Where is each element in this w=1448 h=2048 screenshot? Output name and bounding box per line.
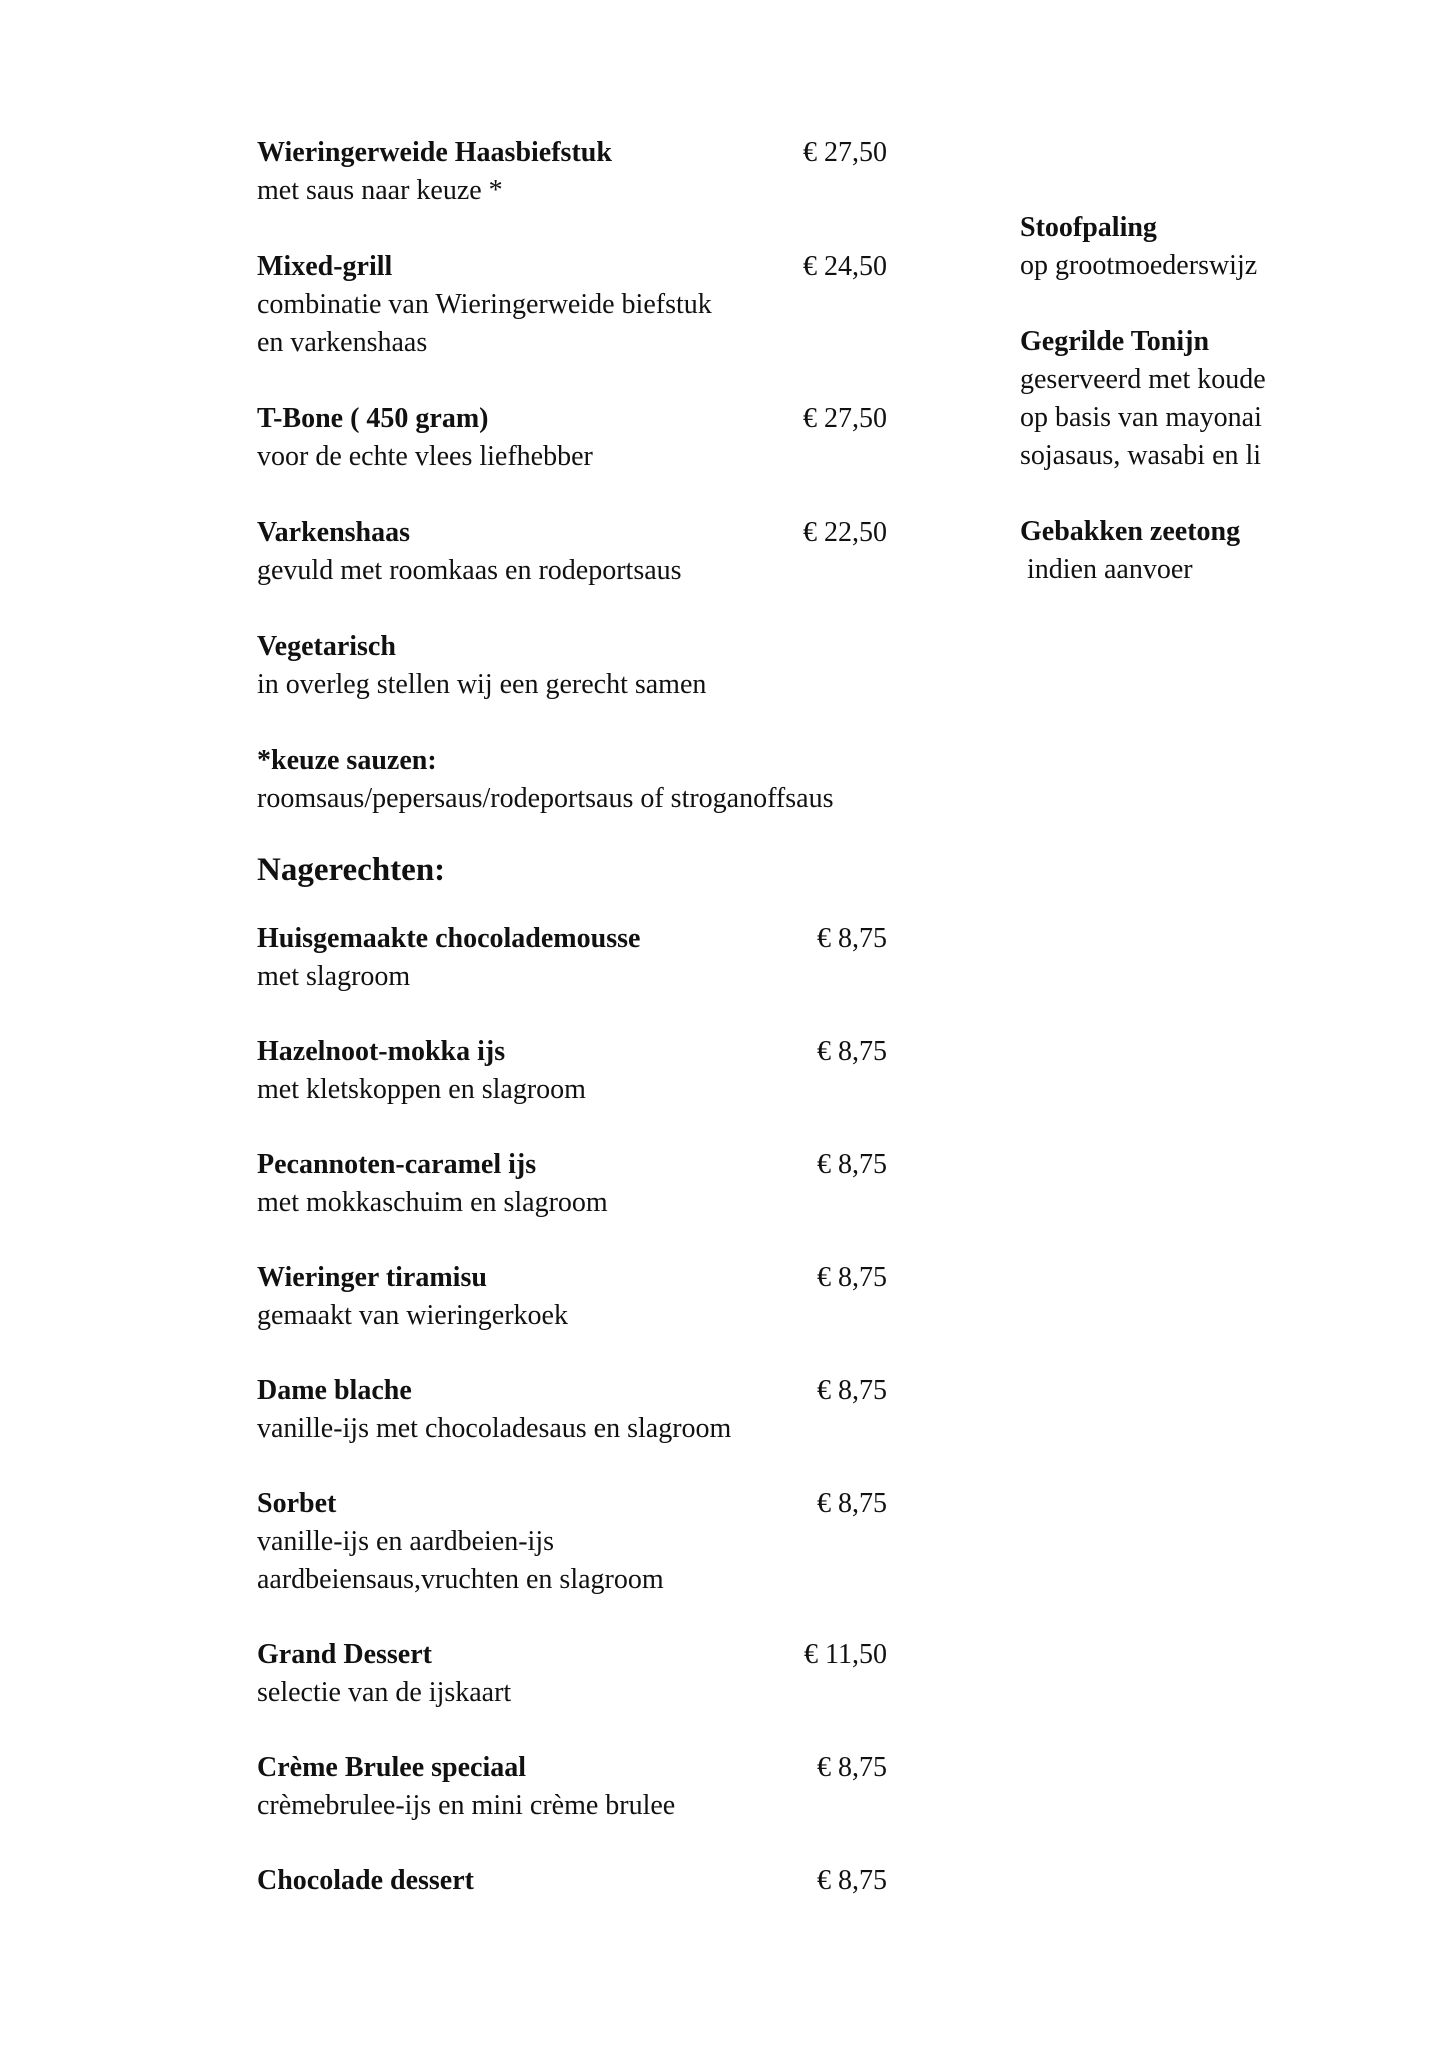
menu-item bbox=[257, 920, 887, 996]
dish-description: geserveerd met koude bbox=[1020, 364, 1266, 395]
dish-description: met kletskoppen en slagroom bbox=[257, 1074, 586, 1105]
dish-description: vanille-ijs met chocoladesaus en slagroom bbox=[257, 1413, 732, 1444]
dish-name: Hazelnoot-mokka ijs bbox=[257, 1036, 506, 1067]
left-column bbox=[257, 134, 887, 1900]
menu-item bbox=[257, 514, 887, 590]
menu-item bbox=[257, 1146, 887, 1222]
dish-description: vanille-ijs en aardbeien-ijs bbox=[257, 1526, 554, 1557]
dish-description: op grootmoederswijz bbox=[1020, 250, 1258, 281]
dish-description: combinatie van Wieringerweide biefstuk bbox=[257, 289, 712, 320]
desserts-heading: Nagerechten: bbox=[257, 852, 446, 888]
menu-item bbox=[257, 400, 887, 476]
dish-name: Gegrilde Tonijn bbox=[1020, 326, 1210, 357]
dish-name: Crème Brulee speciaal bbox=[257, 1752, 527, 1783]
menu-item bbox=[1020, 513, 1272, 589]
dish-price: € 8,75 bbox=[817, 1036, 887, 1067]
dish-name: Sorbet bbox=[257, 1488, 337, 1519]
dish-description: voor de echte vlees liefhebber bbox=[257, 441, 593, 472]
menu-item bbox=[257, 248, 887, 362]
dish-price: € 8,75 bbox=[817, 1488, 887, 1519]
dish-name: Mixed-grill bbox=[257, 251, 393, 282]
dish-description: gevuld met roomkaas en rodeportsaus bbox=[257, 555, 682, 586]
dish-price: € 8,75 bbox=[817, 1375, 887, 1406]
dish-price: € 27,50 bbox=[803, 137, 887, 168]
dish-name: Huisgemaakte chocolademousse bbox=[257, 923, 641, 954]
dish-name: T-Bone ( 450 gram) bbox=[257, 403, 489, 434]
dish-description: en varkenshaas bbox=[257, 327, 428, 358]
dish-price: € 8,75 bbox=[817, 1865, 887, 1896]
menu-item bbox=[1020, 323, 1272, 475]
menu-item bbox=[257, 1862, 887, 1900]
menu-item bbox=[257, 1636, 887, 1712]
menu-item bbox=[257, 1485, 887, 1599]
dish-name: Vegetarisch bbox=[257, 631, 396, 662]
dish-name: Wieringerweide Haasbiefstuk bbox=[257, 137, 612, 168]
menu-item bbox=[257, 1749, 887, 1825]
menu-item bbox=[1020, 209, 1272, 285]
menu-item bbox=[257, 628, 887, 704]
dish-description: met saus naar keuze * bbox=[257, 175, 503, 206]
dish-name: Gebakken zeetong bbox=[1020, 516, 1241, 547]
dish-description: met mokkaschuim en slagroom bbox=[257, 1187, 608, 1218]
dish-price: € 27,50 bbox=[803, 403, 887, 434]
dish-name: Varkenshaas bbox=[257, 517, 411, 548]
dish-name: Wieringer tiramisu bbox=[257, 1262, 487, 1293]
dish-price: € 8,75 bbox=[817, 923, 887, 954]
dish-description: in overleg stellen wij een gerecht samen bbox=[257, 669, 707, 700]
dish-description: aardbeiensaus,vruchten en slagroom bbox=[257, 1564, 664, 1595]
dish-description: gemaakt van wieringerkoek bbox=[257, 1300, 568, 1331]
dish-price: € 8,75 bbox=[817, 1752, 887, 1783]
dish-price: € 11,50 bbox=[804, 1639, 887, 1670]
dish-name: Grand Dessert bbox=[257, 1639, 432, 1670]
dish-description: sojasaus, wasabi en li bbox=[1020, 440, 1262, 471]
sauce-choices bbox=[257, 742, 887, 818]
menu-item bbox=[257, 1033, 887, 1109]
dish-price: € 24,50 bbox=[803, 251, 887, 282]
dish-name: Stoofpaling bbox=[1020, 212, 1157, 243]
dish-name: Dame blache bbox=[257, 1375, 412, 1406]
dish-name: Pecannoten-caramel ijs bbox=[257, 1149, 537, 1180]
dish-description: crèmebrulee-ijs en mini crème brulee bbox=[257, 1790, 676, 1821]
dish-price: € 8,75 bbox=[817, 1149, 887, 1180]
dish-description: op basis van mayonai bbox=[1020, 402, 1262, 433]
dish-description: selectie van de ijskaart bbox=[257, 1677, 512, 1708]
menu-item bbox=[257, 134, 887, 210]
right-column bbox=[1020, 209, 1272, 589]
dish-price: € 22,50 bbox=[803, 517, 887, 548]
sauce-list: roomsaus/pepersaus/rodeportsaus of stroganoffsaus bbox=[257, 783, 834, 814]
dish-name: Chocolade dessert bbox=[257, 1865, 474, 1896]
dish-description: met slagroom bbox=[257, 961, 411, 992]
dish-price: € 8,75 bbox=[817, 1262, 887, 1293]
menu-item bbox=[257, 1372, 887, 1448]
dish-description: indien aanvoer bbox=[1020, 554, 1193, 585]
menu-item bbox=[257, 1259, 887, 1335]
sauce-label: *keuze sauzen: bbox=[257, 745, 437, 776]
